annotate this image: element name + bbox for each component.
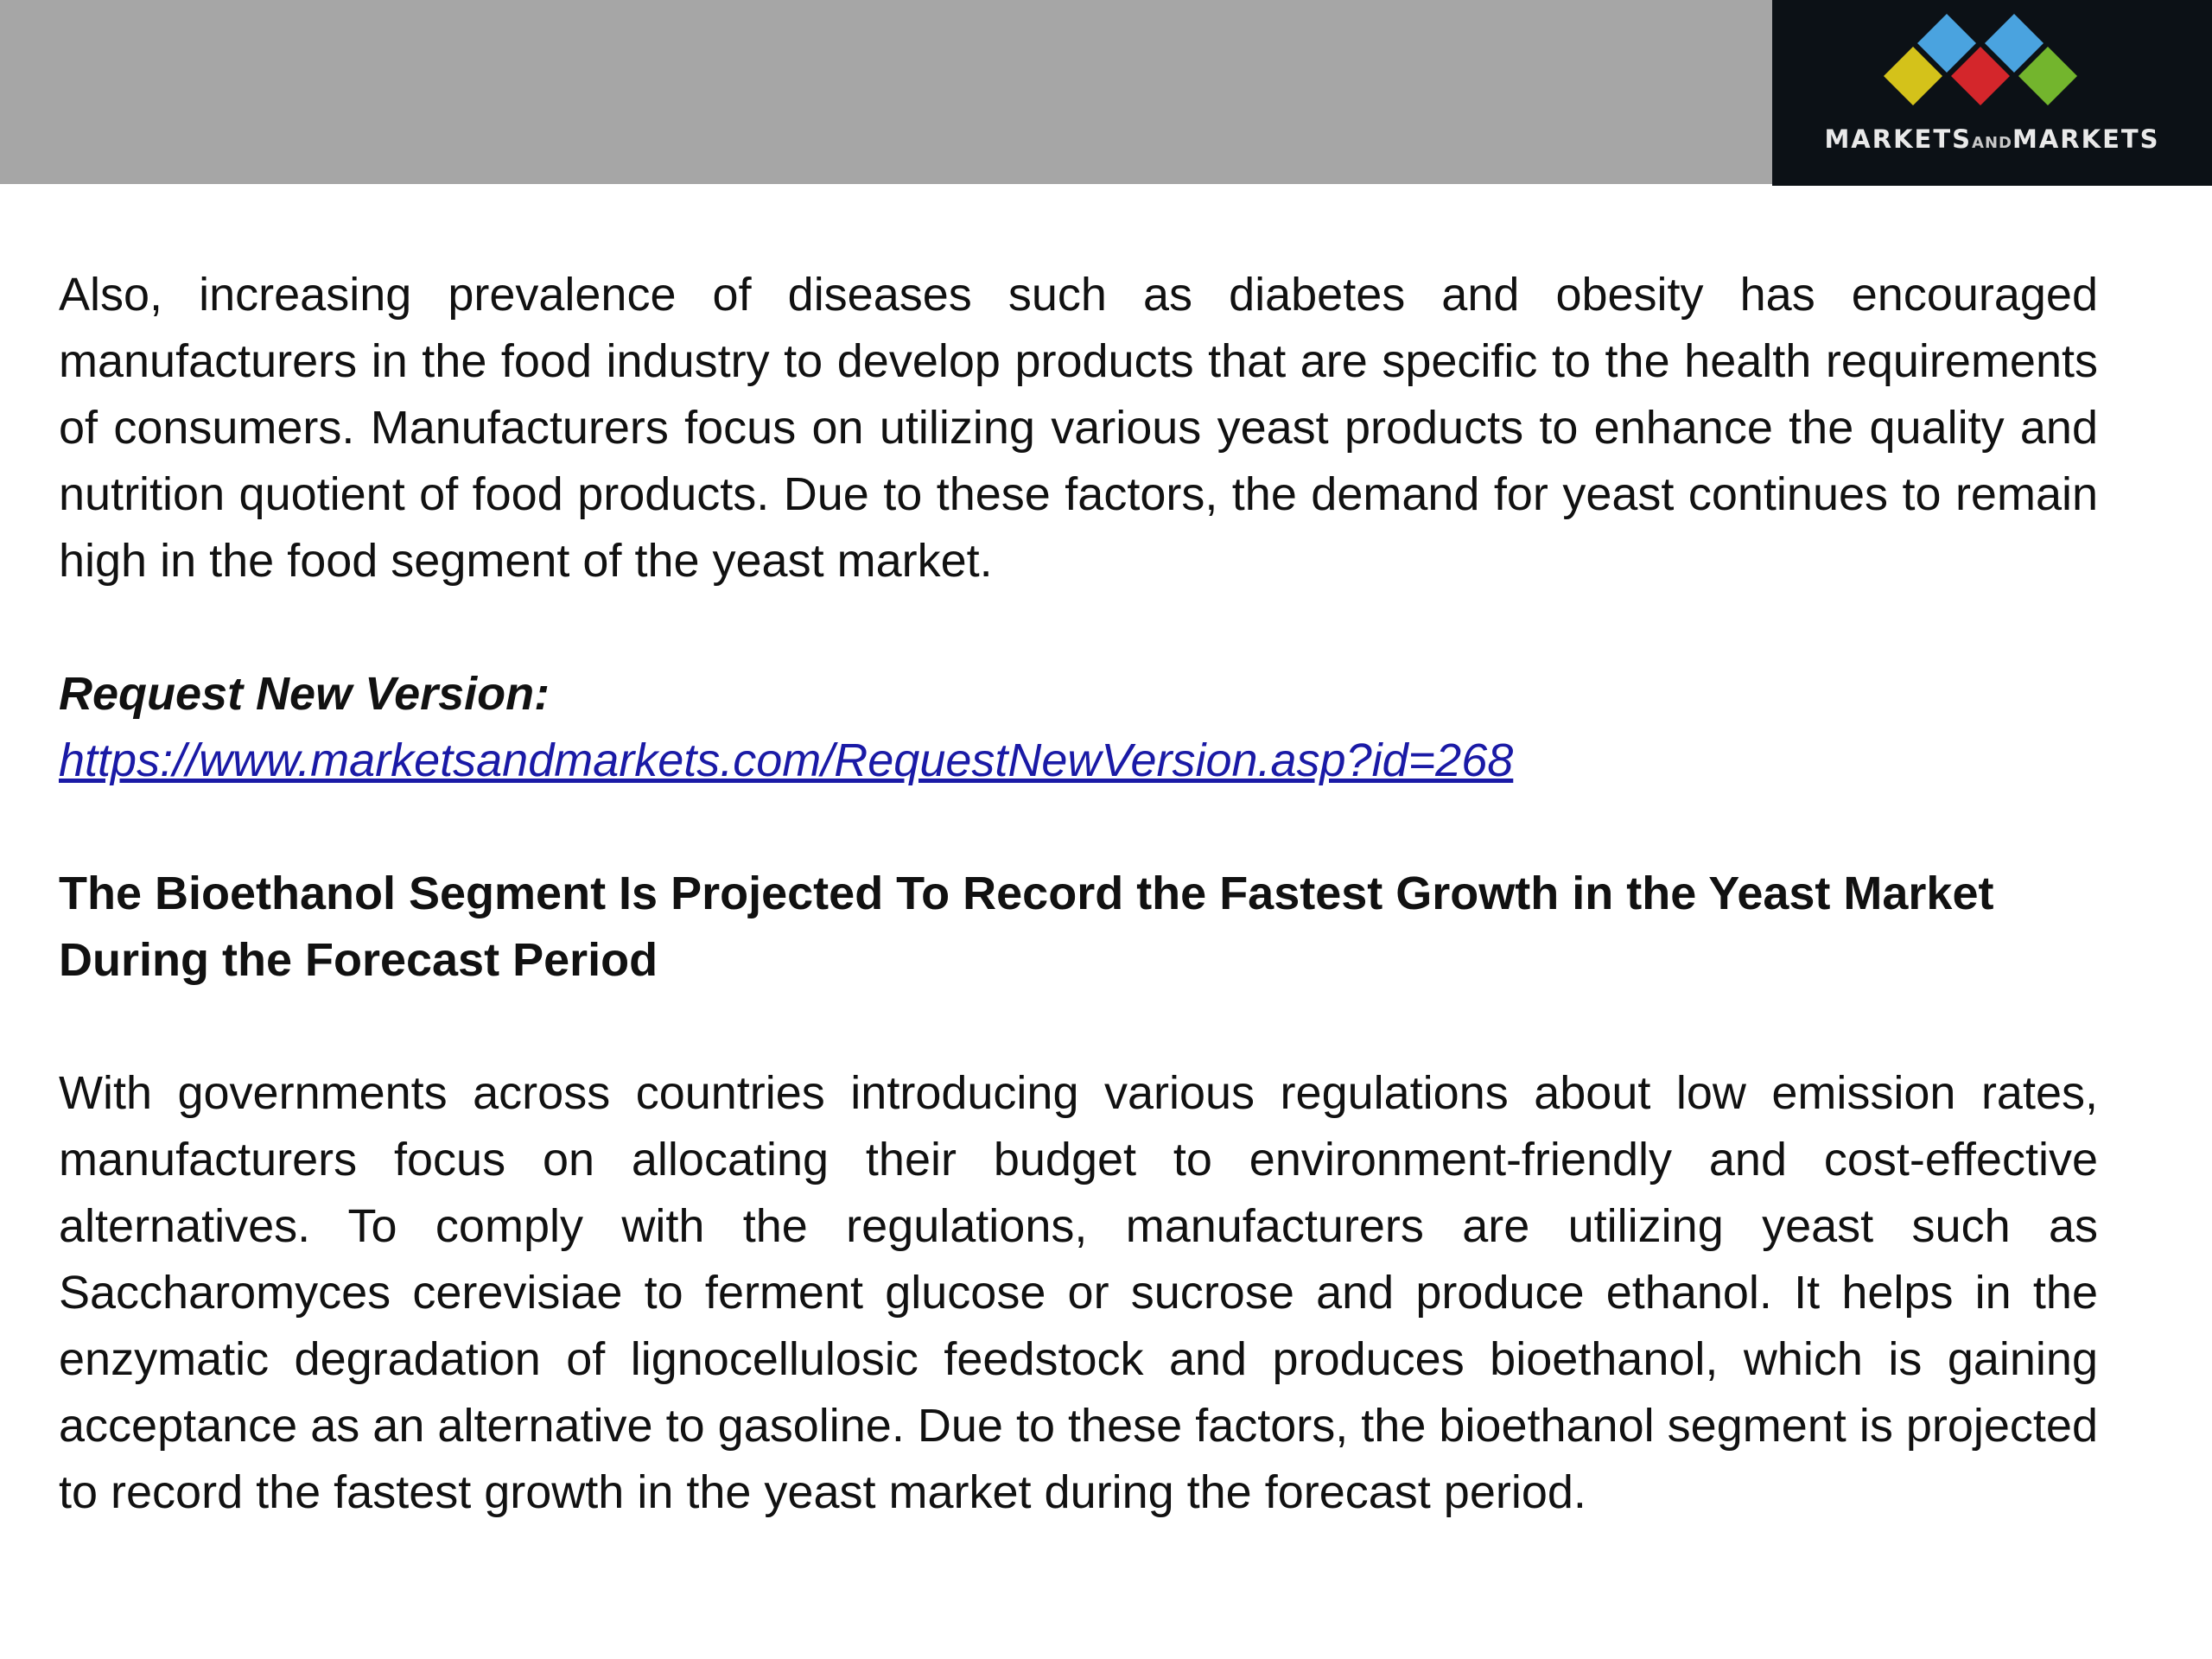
paragraph-food-segment: Also, increasing prevalence of diseases such as diabetes and obesity has encouraged manufacturers in the food industry to develop products that are specific to the health requirements of consumers. Manufacturers focus on utilizing various yeast products to enhance the quality and nutrition quotient of food products. Due to these factors, the demand for yeast continues to remain high in the food segment of the yeast market. [59, 269, 2098, 587]
logo-wordmark: MARKETSANDMARKETS [1824, 124, 2160, 154]
logo-diamonds-icon [1772, 0, 2212, 186]
marketsandmarkets-logo [1772, 0, 2212, 186]
section-heading: The Bioethanol Segment Is Projected To Record the Fastest Growth in the Yeast Market During the Forecast Period [59, 868, 1994, 986]
spacer [59, 594, 2098, 661]
spacer [59, 794, 2098, 861]
paragraph-bioethanol-segment: With governments across countries introducing various regulations about low emission rates, manufacturers focus on allocating their budget to environment-friendly and cost-effective alternatives. To comply with the regulations, manufacturers are utilizing yeast such as Saccharomyces cerevisiae to ferment glucose or sucrose and produce ethanol. It helps in the enzymatic degradation of lignocellulosic feedstock and produces bioethanol, which is gaining acceptance as an alternative to gasoline. Due to these factors, the bioethanol segment is projected to record the fastest growth in the yeast market during the forecast period. [59, 1067, 2098, 1518]
request-new-version-label: Request New Version: [59, 668, 550, 720]
spacer [59, 994, 2098, 1060]
header-bar [0, 0, 1772, 184]
request-new-version-link[interactable]: https://www.marketsandmarkets.com/RequestNewVersion.asp?id=268 [59, 734, 1514, 786]
slide-content [59, 262, 2098, 1526]
